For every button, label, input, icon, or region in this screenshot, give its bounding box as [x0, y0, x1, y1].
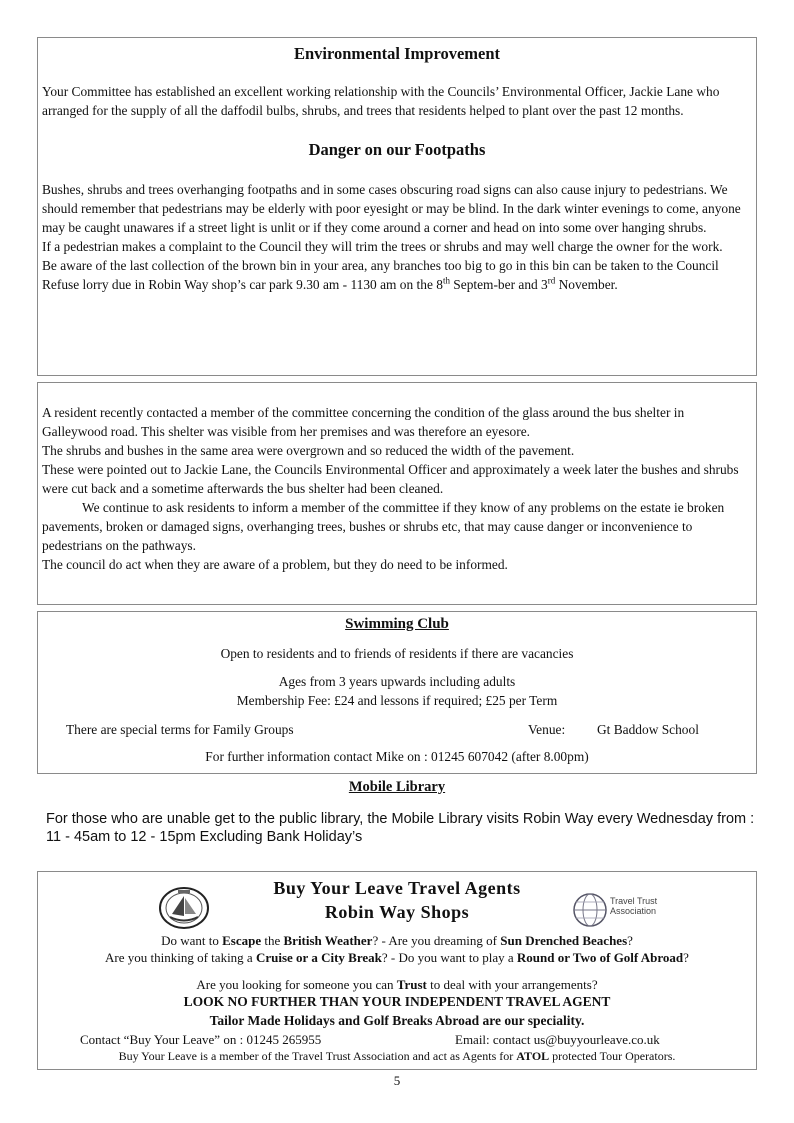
- swim-contact: For further information contact Mike on : 01245 607042 (after 8.00pm): [205, 749, 589, 764]
- swim-line2: Ages from 3 years upwards including adults: [278, 674, 516, 689]
- danger-title: Danger on our Footpaths: [308, 140, 486, 159]
- swim-title: Swimming Club: [345, 616, 449, 632]
- danger-p1: Bushes, shrubs and trees overhanging footpaths and in some cases obscuring road signs can also cause injury to pedestrians. We should remember that pedestrians may be elderly with poor eyesight or may be blind. In the dark winter evenings to come, anyone may be caught unawares if a street light is unlit or if they come around a corner and head on into some over hanging shrubs.: [42, 182, 741, 235]
- swimming-section: [37, 611, 757, 774]
- travel-contact-phone: Contact “Buy Your Leave” on : 01245 265955: [80, 1032, 322, 1047]
- travel-contact-email: Email: contact us@buyyourleave.co.uk: [455, 1032, 660, 1047]
- resident-p5: The council do act when they are aware of a problem, but they do need to be informed.: [42, 557, 508, 572]
- travel-ad: [37, 871, 757, 1070]
- travel-title1: Buy Your Leave Travel Agents: [273, 878, 521, 898]
- resident-p4: We continue to ask residents to inform a member of the committee if they know of any problems on the estate ie broken pavements, broken or damaged signs, overhanging trees, bushes or shrubs etc, that may cause danger or inconvenience to pedestrians on the pathways.: [42, 500, 725, 553]
- danger-p3: Be aware of the last collection of the brown bin in your area, any branches too big to go in this bin can be taken to the Council Refuse lorry due in Robin Way shop’s car park 9.30 am - 1130 am on the 8th Septem-ber and 3rd November.: [42, 258, 719, 292]
- resident-p3: These were pointed out to Jackie Lane, the Councils Environmental Officer and approximately a week later the bushes and shrubs were cut back and a sometime afterwards the bus shelter had been cleaned.: [42, 462, 739, 496]
- swim-line3: Membership Fee: £24 and lessons if required; £25 per Term: [236, 693, 558, 708]
- travel-q2: Are you thinking of taking a Cruise or a City Break? - Do you want to play a Round or Two of Golf Abroad?: [105, 950, 689, 965]
- resident-p1: A resident recently contacted a member of the committee concerning the condition of the glass around the bus shelter in Galleywood road. This shelter was visible from her premises and was therefore an eyesore.: [42, 405, 685, 439]
- travel-member: Buy Your Leave is a member of the Travel Trust Association and act as Agents for ATOL protected Tour Operators.: [118, 1049, 676, 1063]
- env-body: Your Committee has established an excellent working relationship with the Councils’ Environmental Officer, Jackie Lane who arranged for the supply of all the daffodil bulbs, shrubs, and trees that residents helped to plant over the past 12 months.: [42, 84, 720, 118]
- environment-section: [37, 37, 757, 376]
- swim-line1: Open to residents and to friends of residents if there are vacancies: [220, 646, 574, 661]
- library-title: Mobile Library: [348, 779, 446, 795]
- library-text: For those who are unable get to the public library, the Mobile Library visits Robin Way every Wednesday from : 11 - 45am to 12 - 15pm Excluding Bank Holiday’s: [46, 811, 755, 845]
- swim-terms: There are special terms for Family Groups: [66, 722, 294, 737]
- swim-venue-label: Venue:: [528, 722, 566, 737]
- resident-p2: The shrubs and bushes in the same area were overgrown and so reduced the width of the pavement.: [42, 443, 575, 458]
- travel-trust-text: Travel Trust Association: [610, 896, 658, 916]
- swim-venue: Gt Baddow School: [597, 722, 699, 737]
- resident-section: [37, 382, 757, 605]
- travel-title2: Robin Way Shops: [324, 902, 470, 922]
- travel-look: LOOK NO FURTHER THAN YOUR INDEPENDENT TRAVEL AGENT: [183, 994, 611, 1009]
- danger-p2: If a pedestrian makes a complaint to the Council they will trim the trees or shrubs and may well charge the owner for the work.: [42, 239, 723, 254]
- page-number: 5: [393, 1073, 401, 1088]
- travel-tailor: Tailor Made Holidays and Golf Breaks Abroad are our speciality.: [209, 1013, 585, 1028]
- travel-q3: Are you looking for someone you can Trust to deal with your arrangements?: [196, 977, 598, 992]
- travel-q1: Do want to Escape the British Weather? - Are you dreaming of Sun Drenched Beaches?: [161, 933, 633, 948]
- env-title: Environmental Improvement: [293, 44, 501, 63]
